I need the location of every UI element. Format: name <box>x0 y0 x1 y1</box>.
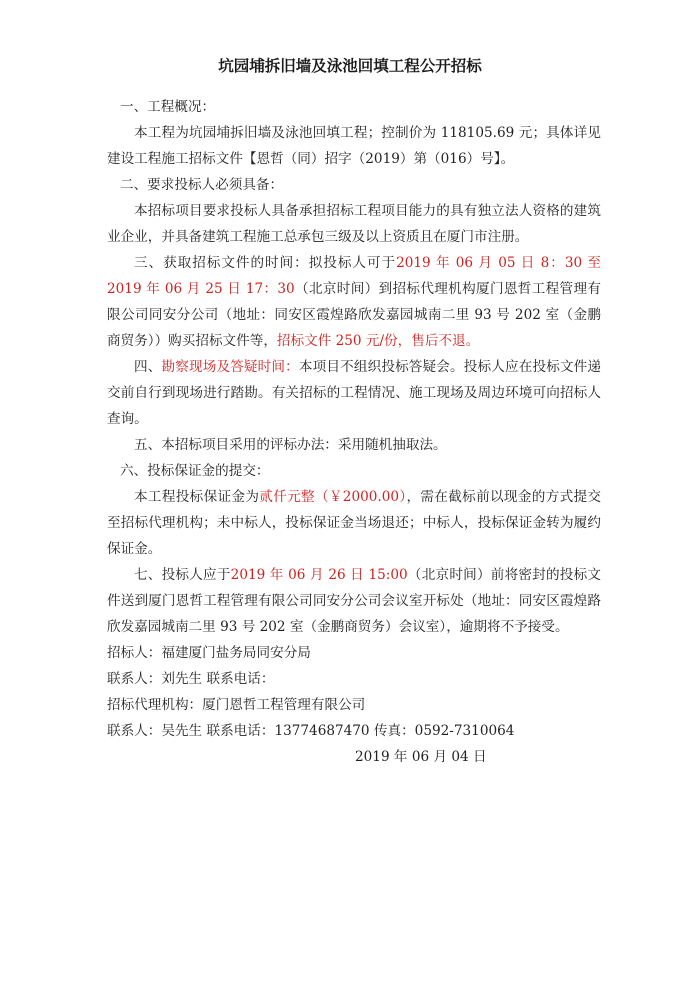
document-body <box>107 94 601 770</box>
agency: 招标代理机构：厦门恩哲工程管理有限公司 <box>107 697 366 713</box>
section-5: 五、本招标项目采用的评标办法：采用随机抽取法。 <box>134 437 447 453</box>
tenderer-contact: 联系人：刘先生 联系电话： <box>107 671 275 687</box>
section-2-body: 本招标项目要求投标人具备承担招标工程项目能力的具有独立法人资格的建筑业企业，并具备建筑工程施工总承包三级及以上资质且在厦门市注册。 <box>107 203 601 245</box>
section-6-amount: 贰仟元整（￥2000.00） <box>259 489 407 505</box>
agency-contact: 联系人：吴先生 联系电话：13774687470 传真：0592-7310064 <box>107 723 515 739</box>
section-4-lead: 四、 <box>134 359 162 375</box>
section-6-rest: ，需在截标前以现金的方式提交至招标代理机构；未中标人，投标保证金当场退还；中标人，投标保证金转为履约保证金。 <box>107 489 602 557</box>
section-7-body: （北京时间）前将密封的投标文件送到厦门恩哲工程管理有限公司同安分公司会议室开标处（地址：同安区霞煌路欣发嘉园城南二里 93 号 202 室（金鹏商贸务）会议室），逾期将不予接受。 <box>107 567 602 635</box>
document-date: 2019 年 06 月 04 日 <box>355 749 487 765</box>
section-6-body <box>107 484 601 562</box>
section-7-lead: 七、投标人应于 <box>134 567 231 583</box>
section-7-deadline: 2019 年 06 月 26 日 15:00 <box>230 567 408 583</box>
section-6-heading: 六、投标保证金的提交： <box>120 463 270 479</box>
section-6-lead: 本工程投标保证金为 <box>134 489 260 505</box>
section-3 <box>107 250 601 354</box>
section-3-lead: 三、获取招标文件的时间：拟投标人可于 <box>134 255 397 271</box>
section-2-heading: 二、要求投标人必须具备： <box>120 177 284 193</box>
section-3-body: （北京时间）到招标代理机构厦门恩哲工程管理有限公司同安分公司（地址：同安区霞煌路欣发嘉园城南二里 93 号 202 室（金鹏商贸务））购买招标文件等， <box>107 281 601 349</box>
section-3-fee: 招标文件 250 元/份，售后不退。 <box>276 333 480 349</box>
section-3-time-range: 2019 年 06 月 05 日 8：30 至 2019 年 06 月 25 日 17：30 <box>107 255 601 297</box>
tenderer: 招标人：福建厦门盐务局同安分局 <box>107 645 311 661</box>
document-title: 坑园埔拆旧墙及泳池回填工程公开招标 <box>218 57 482 75</box>
section-4 <box>107 354 601 432</box>
section-1-heading: 一、工程概况： <box>120 99 216 115</box>
section-1-body: 本工程为坑园埔拆旧墙及泳池回填工程；控制价为 118105.69 元；具体详见建设工程施工招标文件【恩哲（同）招字（2019）第（016）号】。 <box>107 125 601 167</box>
section-4-body: 本项目不组织投标答疑会。投标人应在投标文件递交前自行到现场进行踏勘。有关招标的工程情况、施工现场及周边环境可向招标人查询。 <box>107 359 602 427</box>
section-4-emph: 勘察现场及答疑时间： <box>161 359 299 375</box>
section-7 <box>107 562 601 640</box>
